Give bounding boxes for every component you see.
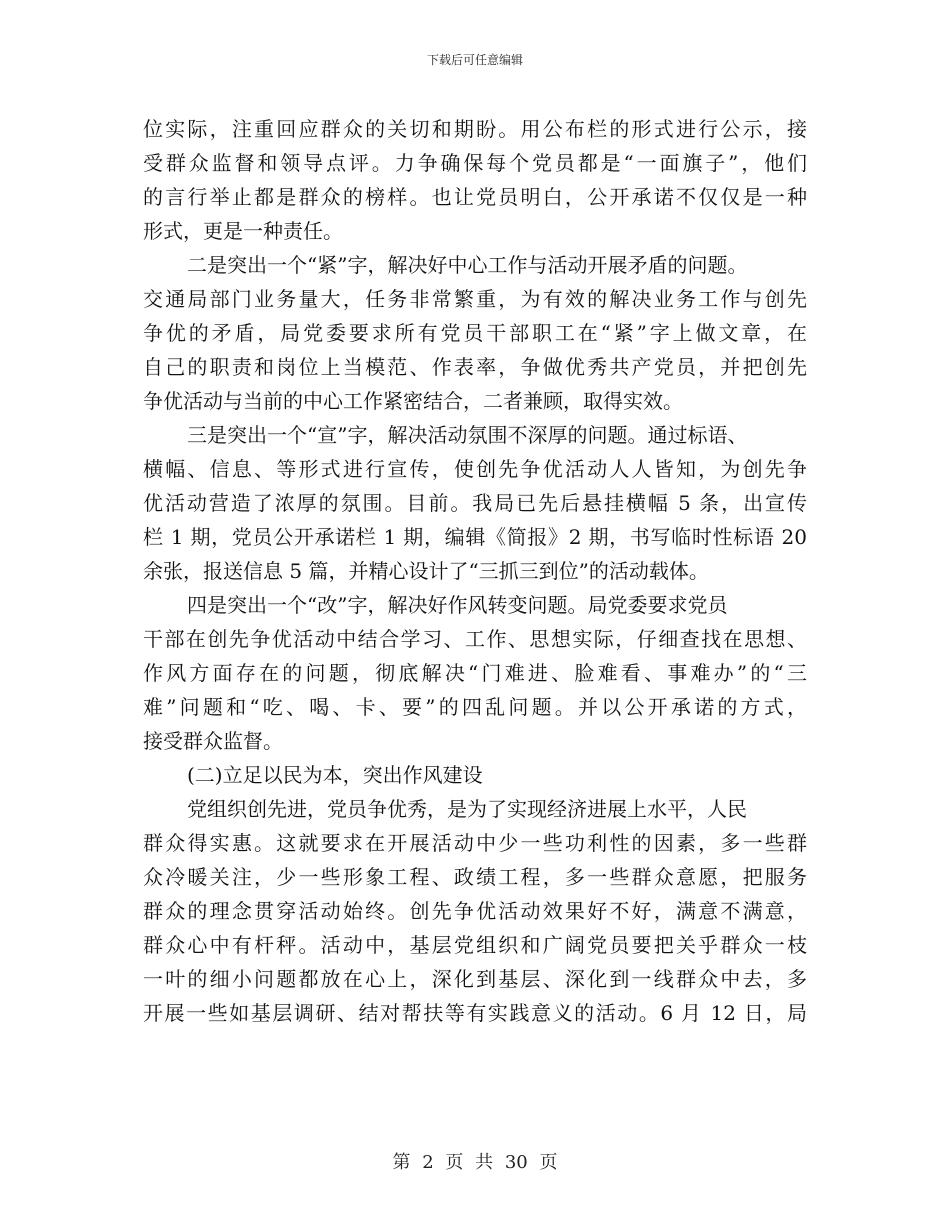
body-text-line: 位实际，注重回应群众的关切和期盼。用公布栏的形式进行公示，接 [143,117,807,141]
body-text-line: 干部在创先争优活动中结合学习、工作、思想实际，仔细查找在思想、 [143,627,807,651]
body-text-line: 横幅、信息、等形式进行宣传，使创先争优活动人人皆知，为创先争 [143,457,807,481]
body-text-line: 形式，更是一种责任。 [143,219,343,243]
body-text-line: 难”问题和“吃、喝、卡、要”的四乱问题。并以公开承诺的方式， [143,695,807,719]
body-text-line: 开展一些如基层调研、结对帮扶等有实践意义的活动。6 月 12 日，局 [143,1001,807,1025]
body-text-line: 四是突出一个“改”字，解决好作风转变问题。局党委要求党员 [187,593,728,617]
page-header: 下载后可任意编辑 [426,53,523,67]
body-text-line: (二)立足以民为本，突出作风建设 [187,763,483,787]
body-text-line: 一叶的细小问题都放在心上，深化到基层、深化到一线群众中去，多 [143,967,807,991]
body-text-line: 争优活动与当前的中心工作紧密结合，二者兼顾，取得实效。 [143,389,683,413]
body-text-line: 栏 1 期，党员公开承诺栏 1 期，编辑《简报》2 期，书写临时性标语 20 [143,525,807,549]
body-text-line: 群众心中有杆秤。活动中，基层党组织和广阔党员要把关乎群众一枝 [143,933,807,957]
body-text-line: 自己的职责和岗位上当模范、作表率，争做优秀共产党员，并把创先 [143,355,807,379]
body-text-line: 众冷暖关注，少一些形象工程、政绩工程，多一些群众意愿，把服务 [143,865,807,889]
body-text-line: 二是突出一个“紧”字，解决好中心工作与活动开展矛盾的问题。 [187,253,748,277]
document-body [143,112,807,1030]
body-text-line: 群众的理念贯穿活动始终。创先争优活动效果好不好，满意不满意， [143,899,807,923]
page-number-footer: 第 2 页 共 30 页 [392,1152,558,1173]
body-text-line: 接受群众监督。 [143,729,283,753]
body-text-line: 争优的矛盾，局党委要求所有党员干部职工在“紧”字上做文章，在 [143,321,807,345]
body-text-line: 党组织创先进，党员争优秀，是为了实现经济进展上水平，人民 [187,797,747,821]
body-text-line: 作风方面存在的问题，彻底解决“门难进、脸难看、事难办”的“三 [143,661,807,685]
body-text-line: 受群众监督和领导点评。力争确保每个党员都是“一面旗子”，他们 [143,151,807,175]
body-text-line: 交通局部门业务量大，任务非常繁重，为有效的解决业务工作与创先 [143,287,807,311]
body-text-line: 群众得实惠。这就要求在开展活动中少一些功利性的因素，多一些群 [143,831,807,855]
body-text-line: 优活动营造了浓厚的氛围。目前。我局已先后悬挂横幅 5 条，出宣传 [143,491,807,515]
body-text-line: 的言行举止都是群众的榜样。也让党员明白，公开承诺不仅仅是一种 [143,185,807,209]
body-text-line: 三是突出一个“宣”字，解决活动氛围不深厚的问题。通过标语、 [187,423,748,447]
body-text-line: 余张，报送信息 5 篇，并精心设计了“三抓三到位”的活动载体。 [143,559,709,583]
